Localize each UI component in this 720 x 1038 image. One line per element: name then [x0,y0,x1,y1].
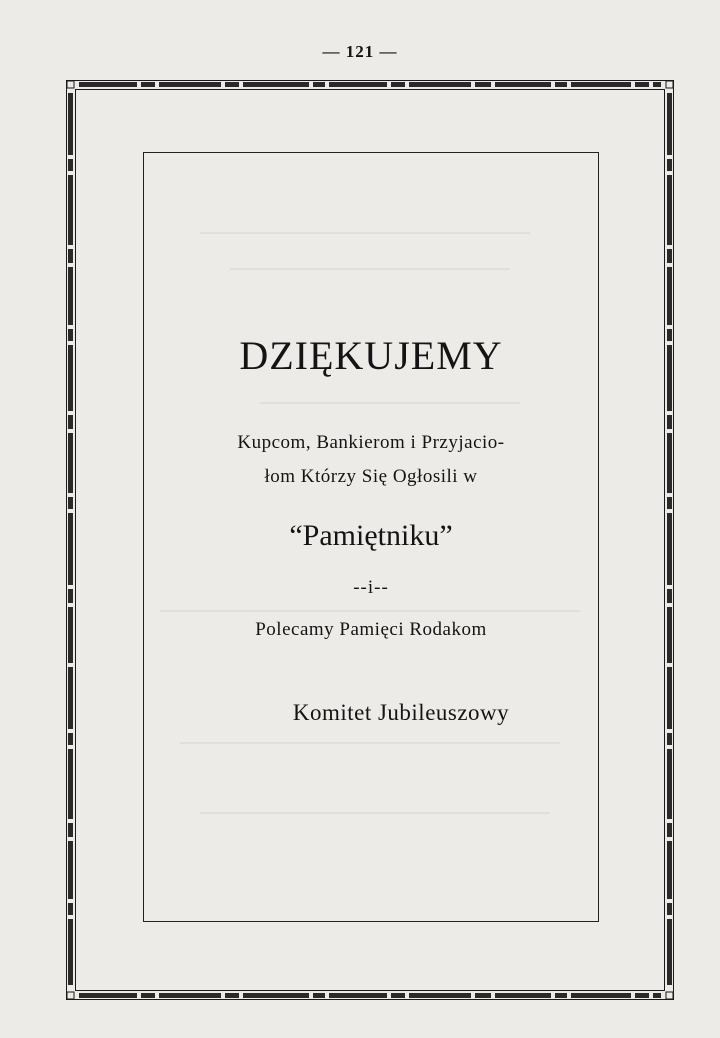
separator-text: --i-- [353,577,389,598]
thanks-paragraph [143,426,599,494]
signature-committee: Komitet Jubileuszowy [292,700,510,725]
thanks-line-2: łom Którzy Się Ogłosili w [264,466,478,487]
heading-title: DZIĘKUJEMY [239,333,503,378]
thanks-line-1: Kupcom, Bankierom i Przyjacio- [237,432,505,453]
page-number: — 121 — [322,42,398,61]
publication-name: “Pamiętniku” [289,519,453,552]
recommendation-line: Polecamy Pamięci Rodakom [255,619,487,640]
